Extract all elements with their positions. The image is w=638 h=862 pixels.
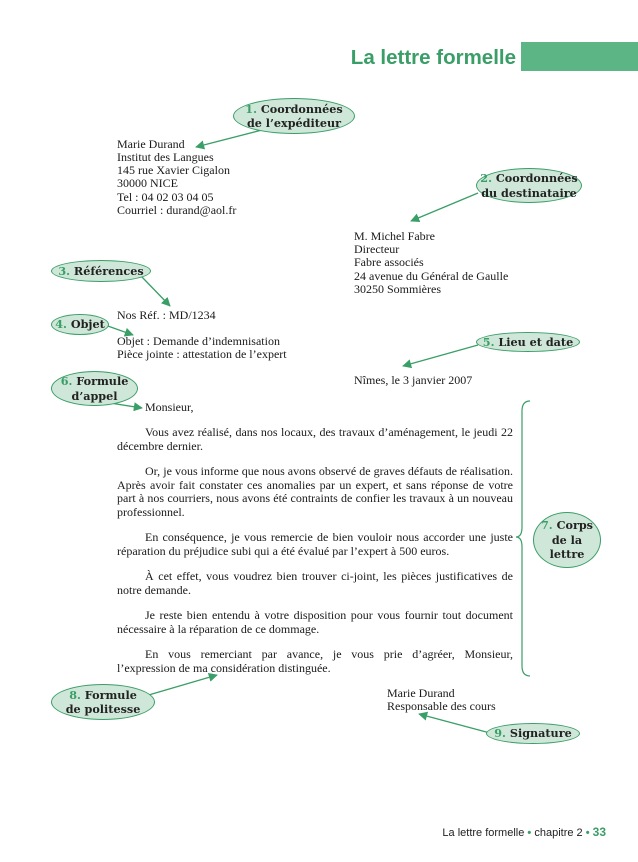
sender-line: Tel : 04 02 03 04 05 [117,190,214,204]
signature-role: Responsable des cours [387,699,496,713]
label-recipient-coordinates: 2. Coordonnées du destinataire [476,168,582,203]
arrow-references [141,276,170,306]
label-politeness-formula: 8. Formule de politesse [51,684,155,720]
sender-line: Courriel : durand@aol.fr [117,203,237,217]
body-paragraph: À cet effet, vous voudrez bien trouver ci-joint, les pièces justificatives de notre demande. [117,569,513,597]
label-salutation: 6. Formule d’appel [51,371,138,406]
references-text: Nos Réf. : MD/1234 [117,308,216,322]
recipient-line: Fabre associés [354,255,424,269]
sender-line: 30000 NICE [117,176,178,190]
footer-section: La lettre formelle [442,827,525,839]
place-date-text: Nîmes, le 3 janvier 2007 [354,373,473,387]
bullet-icon: • [527,827,532,839]
recipient-line: M. Michel Fabre [354,229,435,243]
signature-name: Marie Durand [387,686,455,700]
footer-chapter: chapitre 2 [534,827,583,839]
page-footer [430,825,606,839]
label-signature: 9. Signature [486,723,580,744]
attachment-text: Pièce jointe : attestation de l’expert [117,347,287,361]
arrow-recipient [411,193,478,221]
label-references: 3. Références [51,260,151,282]
body-paragraph: Vous avez réalisé, dans nos locaux, des travaux d’aménagement, le jeudi 22 décembre dernier. [117,425,513,453]
salutation-text: Monsieur, [145,400,194,414]
page-number: 33 [592,825,606,839]
arrow-sender [196,130,262,147]
body-paragraph: Je reste bien entendu à votre disposition pour vous fournir tout document nécessaire à la réparation de ce dommage. [117,608,513,636]
subject-text: Objet : Demande d’indemnisation [117,334,280,348]
sender-line: Institut des Langues [117,150,214,164]
body-paragraph: En conséquence, je vous remercie de bien vouloir nous accorder une juste réparation du préjudice subi qui a été évalué par l’expert à 500 euros. [117,530,513,558]
recipient-line: 24 avenue du Général de Gaulle [354,269,509,283]
recipient-line: 30250 Sommières [354,282,441,296]
sender-line: 145 rue Xavier Cigalon [117,163,230,177]
sender-line: Marie Durand [117,137,185,151]
label-subject: 4. Objet [51,314,109,335]
body-paragraph: En vous remerciant par avance, je vous prie d’agréer, Monsieur, l’expression de ma considération distinguée. [117,647,513,675]
label-letter-body: 7. Corps de la lettre [533,512,601,568]
bullet-icon: • [585,827,590,839]
body-brace [516,401,530,676]
label-place-date: 5. Lieu et date [476,332,580,352]
page-title: La lettre formelle [350,46,516,69]
label-sender-coordinates: 1. Coordonnées de l’expéditeur [233,98,355,134]
arrow-signature [419,714,490,733]
body-paragraph: Or, je vous informe que nous avons observé de graves défauts de réalisation. Après avoir fait constater ces anomalies par un expert, et sans réponse de votre part à nos courriers, nous avons été contraints de confier les travaux à un nouveau professionnel. [117,464,513,519]
arrow-place-date [403,345,478,366]
recipient-line: Directeur [354,242,400,256]
